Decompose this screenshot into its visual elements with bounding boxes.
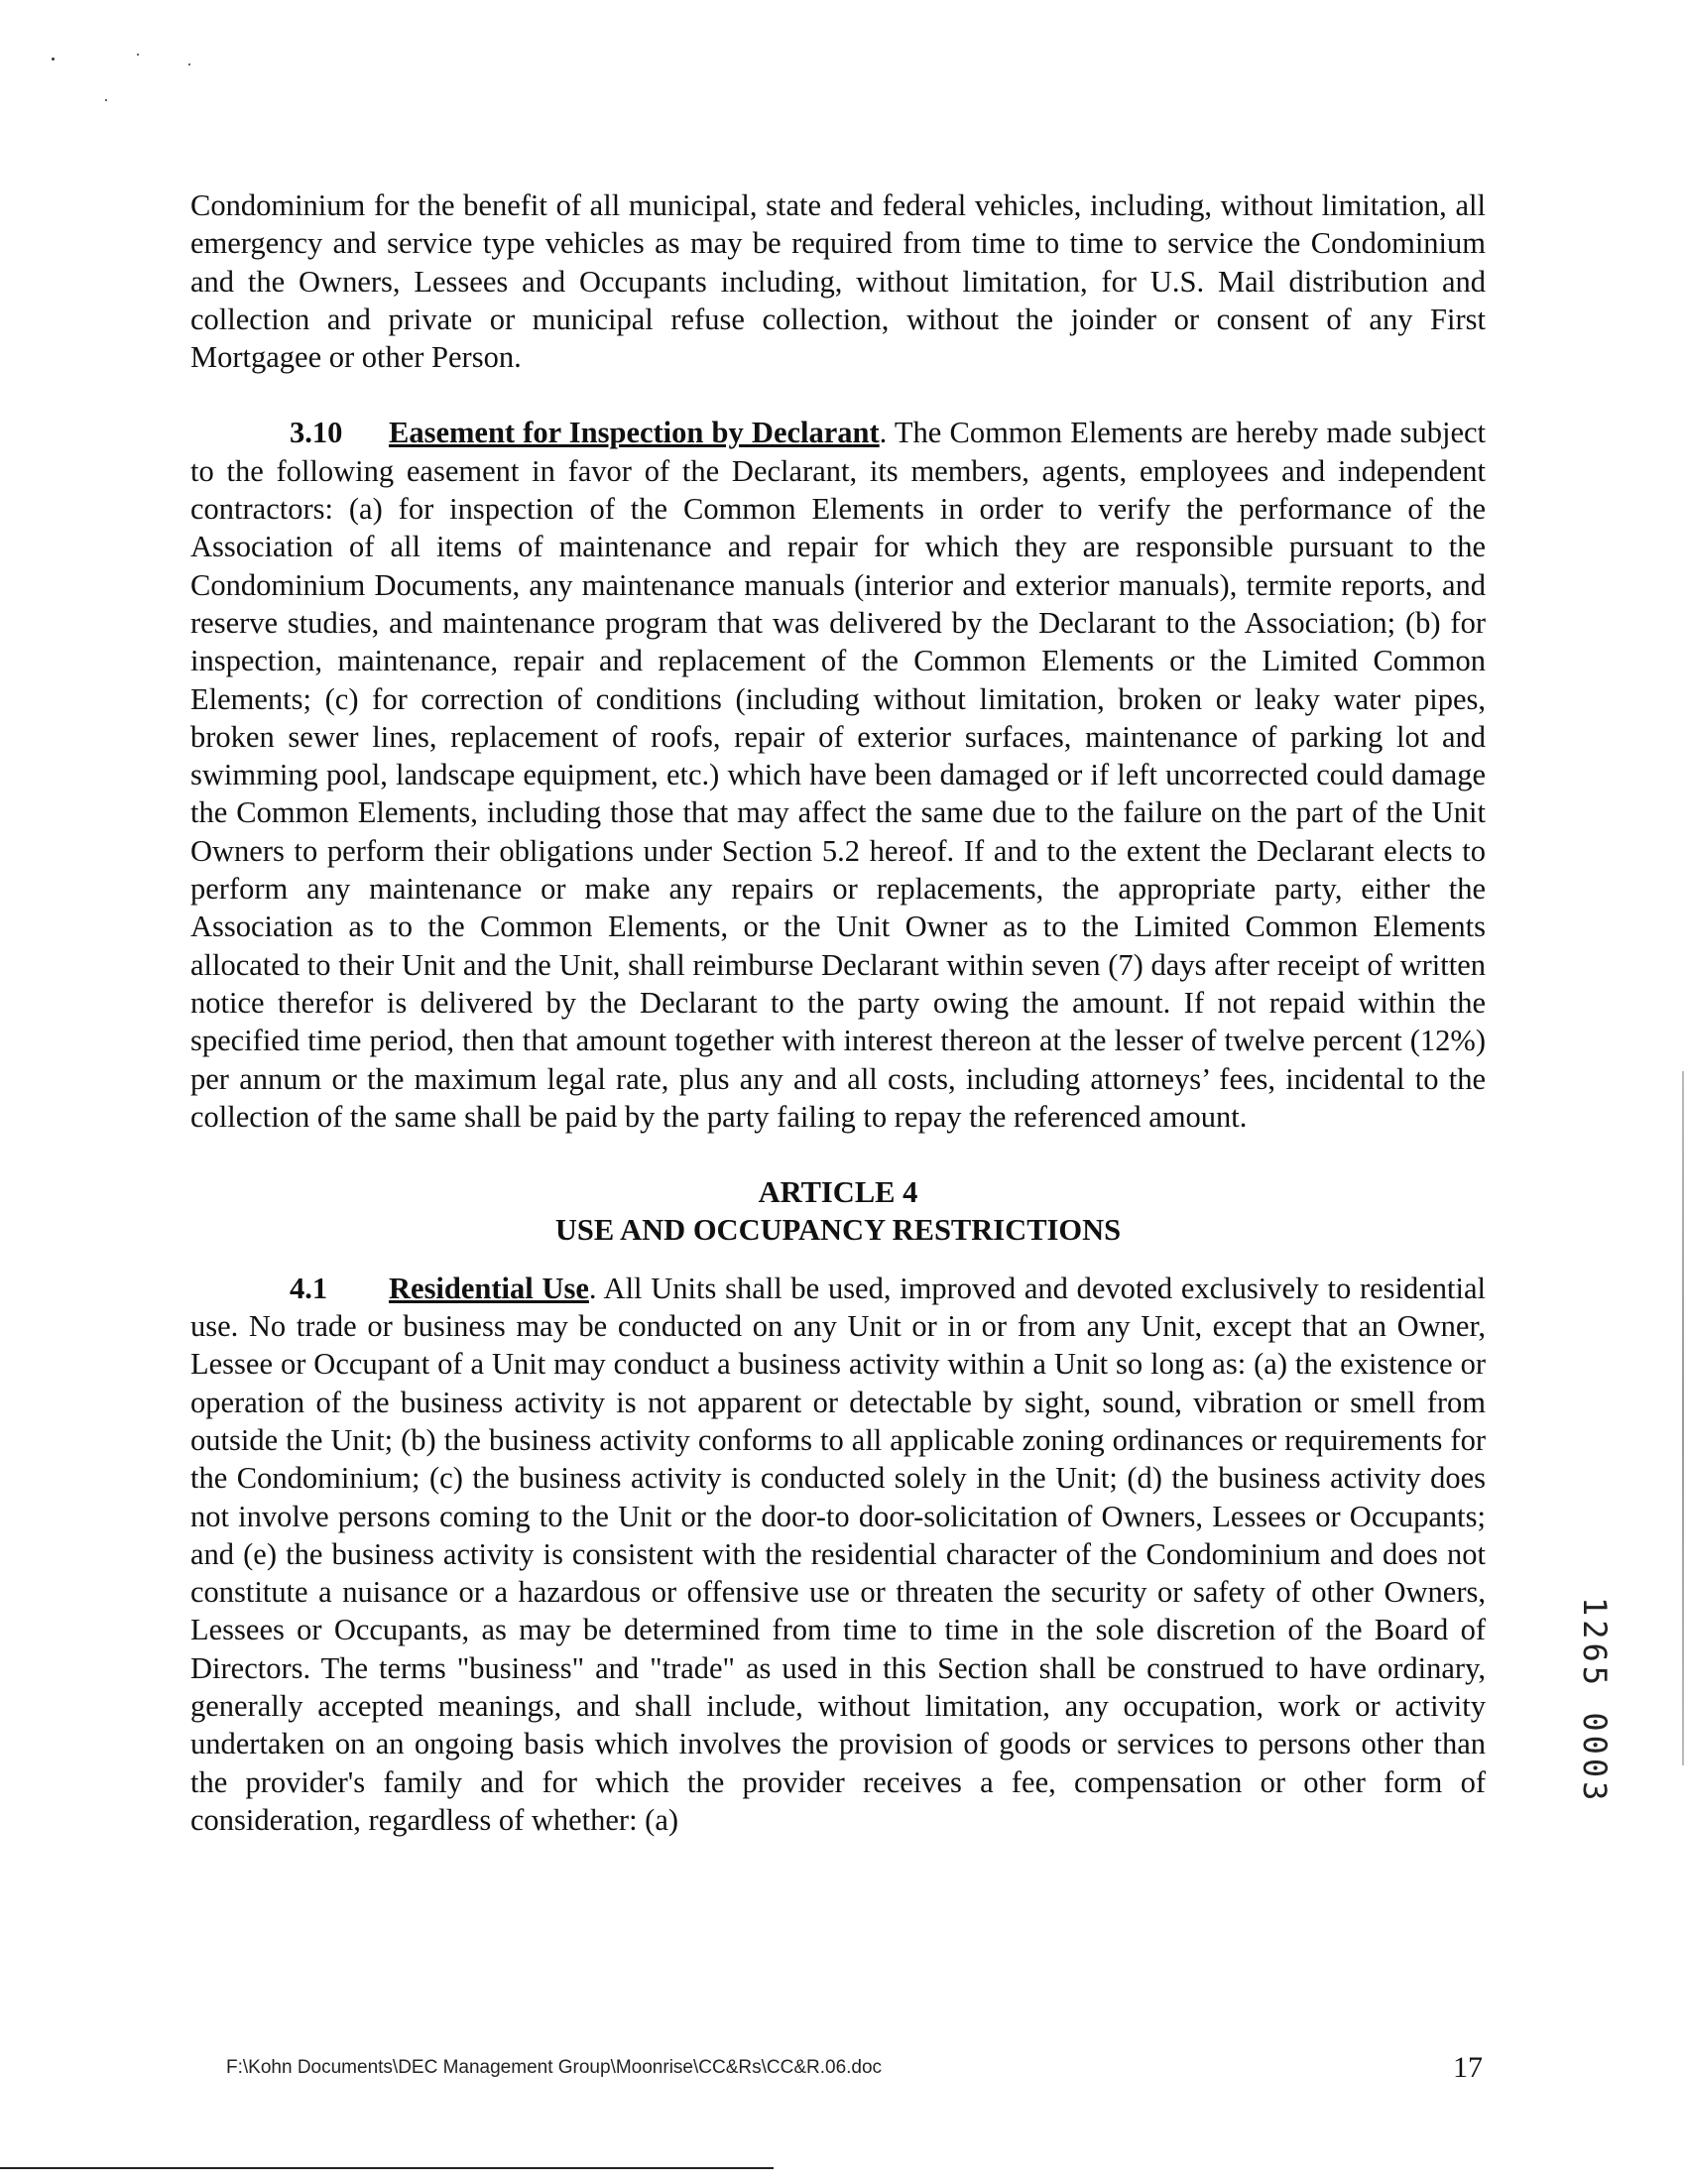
- section-4-1: [190, 1270, 1486, 1839]
- section-3-10: [190, 414, 1486, 1136]
- section-body: . The Common Elements are hereby made subject to the following easement in favor of the Declarant, its members, agents, employees and independent contractors: (a) for inspection of the Common Elements in order to verify the performance of the Association of all items of maintenance and repair for which they are responsible pursuant to the Condominium Documents, any maintenance manuals (interior and exterior manuals), termite reports, and reserve studies, and maintenance program that was delivered by the Declarant to the Association; (b) for inspection, maintenance, repair and replacement of the Common Elements or the Limited Common Elements; (c) for correction of conditions (including without limitation, broken or leaky water pipes, broken sewer lines, replacement of roofs, repair of exterior surfaces, maintenance of parking lot and swimming pool, landscape equipment, etc.) which have been damaged or if left uncorrected could damage the Common Elements, including those that may affect the same due to the failure on the part of the Unit Owners to perform their obligations under Section 5.2 hereof. If and to the extent the Declarant elects to perform any maintenance or make any repairs or replacements, the appropriate party, either the Association as to the Common Elements, or the Unit Owner as to the Limited Common Elements allocated to their Unit and the Unit, shall reimburse Declarant within seven (7) days after receipt of written notice therefor is delivered by the Declarant to the party owing the amount. If not repaid within the specified time period, then that amount together with interest thereon at the lesser of twelve percent (12%) per annum or the maximum legal rate, plus any and all costs, including attorneys’ fees, incidental to the collection of the same shall be paid by the party failing to repay the referenced amount.: [190, 416, 1487, 1134]
- section-title: Easement for Inspection by Declarant: [389, 416, 880, 450]
- document-body: [190, 186, 1486, 1839]
- section-title: Residential Use: [389, 1271, 589, 1305]
- scan-speck: [188, 63, 190, 65]
- section-number: 3.10: [290, 416, 343, 450]
- footer-file-path: F:\Kohn Documents\DEC Management Group\Moonrise\CC&Rs\CC&R.06.doc: [226, 2057, 883, 2078]
- scan-speck: [105, 99, 107, 101]
- page-number: 17: [1453, 2051, 1483, 2084]
- scan-edge-line: [1682, 1071, 1684, 1765]
- bottom-scan-rule: [0, 2167, 774, 2169]
- section-number: 4.1: [290, 1271, 328, 1305]
- stamp-text: 1265 0003: [1576, 1597, 1614, 1805]
- section-body: . All Units shall be used, improved and devoted exclusively to residential use. No trade or business may be conducted on any Unit or in or from any Unit, except that an Owner, Lessee or Occupant of a Unit may conduct a business activity within a Unit so long as: (a) the existence or operation of the business activity is not apparent or detectable by sight, sound, vibration or smell from outside the Unit; (b) the business activity conforms to all applicable zoning ordinances or requirements for the Condominium; (c) the business activity is conducted solely in the Unit; (d) the business activity does not involve persons coming to the Unit or the door-to door-solicitation of Owners, Lessees or Occupants; and (e) the business activity is consistent with the residential character of the Condominium and does not constitute a nuisance or a hazardous or offensive use or threaten the security or safety of other Owners, Lessees or Occupants, as may be determined from time to time in the sole discretion of the Board of Directors. The terms "business" and "trade" as used in this Section shall be construed to have ordinary, generally accepted meanings, and shall include, without limitation, any occupation, work or activity undertaken on an ongoing basis which involves the provision of goods or services to persons other than the provider's family and for which the provider receives a fee, compensation or other form of consideration, regardless of whether: (a): [190, 1271, 1486, 1837]
- intro-paragraph: Condominium for the benefit of all municipal, state and federal vehicles, including, without limitation, all emergency and service type vehicles as may be required from time to time to service the Condominium and the Owners, Lessees and Occupants including, without limitation, for U.S. Mail distribution and collection and private or municipal refuse collection, without the joinder or consent of any First Mortgagee or other Person.: [190, 188, 1486, 375]
- scan-speck: [137, 54, 139, 56]
- article-heading-block: [190, 1173, 1486, 1250]
- side-document-stamp: [1576, 1597, 1618, 1875]
- scan-speck: [52, 58, 55, 61]
- article-title: USE AND OCCUPANCY RESTRICTIONS: [554, 1213, 1122, 1248]
- article-heading: ARTICLE 4: [758, 1175, 918, 1210]
